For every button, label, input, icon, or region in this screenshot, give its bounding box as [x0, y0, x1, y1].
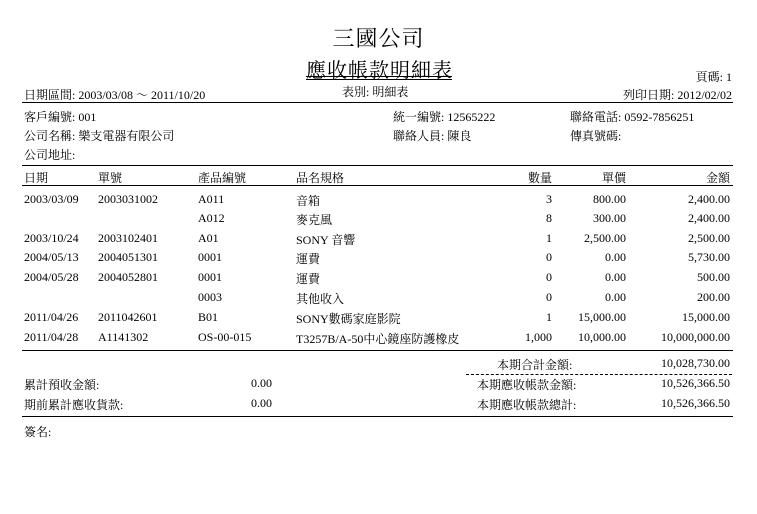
cell-order-no: 2003031002 — [98, 192, 158, 206]
page-number: 頁碼: 1 — [695, 70, 732, 84]
cell-quantity: 1 — [546, 231, 552, 245]
summary-dashed-divider — [466, 374, 732, 375]
cell-amount: 200.00 — [697, 290, 730, 304]
cell-date: 2003/03/09 — [24, 192, 79, 206]
cell-amount: 2,400.00 — [688, 192, 730, 206]
cell-order-no: 2004051301 — [98, 250, 158, 264]
col-amount: 金額 — [705, 171, 730, 185]
cell-product-name: SONY數碼家庭影院 — [296, 312, 401, 326]
col-product-code: 產品編號 — [198, 171, 247, 185]
cell-amount: 2,500.00 — [688, 231, 730, 245]
cell-amount: 5,730.00 — [688, 250, 730, 264]
print-date: 列印日期: 2012/02/02 — [622, 88, 732, 102]
cell-product-code: A011 — [198, 192, 225, 206]
col-quantity: 數量 — [527, 171, 552, 185]
cell-amount: 2,400.00 — [688, 211, 730, 225]
cell-product-name: 麥克風 — [296, 213, 333, 227]
cell-product-code: A01 — [198, 231, 219, 245]
table-type: 表別: 明細表 — [342, 85, 409, 99]
receivable-value: 10,526,366.50 — [661, 376, 730, 390]
cell-product-code: OS-00-015 — [198, 330, 252, 344]
report-title: 應收帳款明細表 — [306, 60, 453, 82]
prior-receivable-value: 0.00 — [251, 396, 272, 410]
cell-product-name: 其他收入 — [296, 292, 345, 306]
cell-order-no: 2003102401 — [98, 231, 158, 245]
period-total-label: 本期合計金額: — [497, 358, 573, 372]
cell-order-no: A1141302 — [98, 330, 149, 344]
contact-phone: 聯絡電話: 0592-7856251 — [570, 110, 695, 124]
cell-order-no: 2011042601 — [98, 310, 158, 324]
title-underline-double — [306, 79, 452, 80]
rows-bottom-divider — [22, 350, 733, 351]
cell-unit-price: 800.00 — [593, 192, 626, 206]
customer-code: 客戶編號: 001 — [24, 110, 97, 124]
period-total-value: 10,028,730.00 — [661, 356, 730, 370]
prepaid-value: 0.00 — [251, 376, 272, 390]
cell-unit-price: 15,000.00 — [578, 310, 626, 324]
col-order-no: 單號 — [98, 171, 123, 185]
contact-person: 聯絡人員: 陳良 — [393, 129, 472, 143]
cell-quantity: 8 — [546, 211, 552, 225]
cell-unit-price: 0.00 — [605, 250, 626, 264]
cell-unit-price: 10,000.00 — [578, 330, 626, 344]
columns-top-divider — [22, 165, 733, 166]
prior-receivable-label: 期前累計應收貨款: — [24, 398, 124, 412]
cell-date: 2004/05/28 — [24, 270, 79, 284]
cell-date: 2003/10/24 — [24, 231, 79, 245]
receivable-total-value: 10,526,366.50 — [661, 396, 730, 410]
company-name: 三國公司 — [332, 26, 425, 51]
receivable-total-label: 本期應收帳款總計: — [477, 398, 577, 412]
cell-product-code: B01 — [198, 310, 219, 324]
cell-amount: 15,000.00 — [682, 310, 730, 324]
cell-quantity: 1,000 — [525, 330, 552, 344]
cell-quantity: 0 — [546, 290, 552, 304]
cell-product-name: 運費 — [296, 272, 321, 286]
cell-date: 2011/04/28 — [24, 330, 79, 344]
title-underline — [306, 76, 452, 77]
cell-quantity: 0 — [546, 250, 552, 264]
cell-unit-price: 0.00 — [605, 290, 626, 304]
cell-product-code: 0003 — [198, 290, 222, 304]
company-address: 公司地址: — [24, 148, 76, 162]
col-product-name: 品名規格 — [296, 171, 345, 185]
fax-number: 傳真號碼: — [570, 129, 622, 143]
cell-product-code: 0001 — [198, 250, 222, 264]
col-unit-price: 單價 — [601, 171, 626, 185]
date-range: 日期區間: 2003/03/08 ～ 2011/10/20 — [24, 88, 206, 102]
cell-date: 2011/04/26 — [24, 310, 79, 324]
cell-unit-price: 2,500.00 — [584, 231, 626, 245]
cell-product-code: A012 — [198, 211, 225, 225]
cell-amount: 500.00 — [697, 270, 730, 284]
unified-number: 統一編號: 12565222 — [393, 110, 496, 124]
col-date: 日期 — [24, 171, 49, 185]
cell-quantity: 1 — [546, 310, 552, 324]
cell-product-code: 0001 — [198, 270, 222, 284]
cell-date: 2004/05/13 — [24, 250, 79, 264]
prepaid-label: 累計預收金額: — [24, 378, 100, 392]
cell-product-name: 音箱 — [296, 194, 321, 208]
cell-product-name: 運費 — [296, 252, 321, 266]
cell-product-name: T3257B/A-50中心鏡座防護橡皮 — [296, 332, 460, 346]
cell-unit-price: 300.00 — [593, 211, 626, 225]
header-divider — [22, 102, 733, 103]
cell-unit-price: 0.00 — [605, 270, 626, 284]
columns-bottom-divider — [22, 185, 733, 186]
cell-quantity: 0 — [546, 270, 552, 284]
cell-product-name: SONY 音響 — [296, 233, 356, 247]
footer-divider — [22, 416, 733, 417]
signature-label: 簽名: — [24, 425, 52, 439]
cell-order-no: 2004052801 — [98, 270, 158, 284]
receivable-label: 本期應收帳款金額: — [477, 378, 577, 392]
company-name-field: 公司名稱: 樂支電器有限公司 — [24, 129, 175, 143]
cell-quantity: 3 — [546, 192, 552, 206]
cell-amount: 10,000,000.00 — [661, 330, 730, 344]
